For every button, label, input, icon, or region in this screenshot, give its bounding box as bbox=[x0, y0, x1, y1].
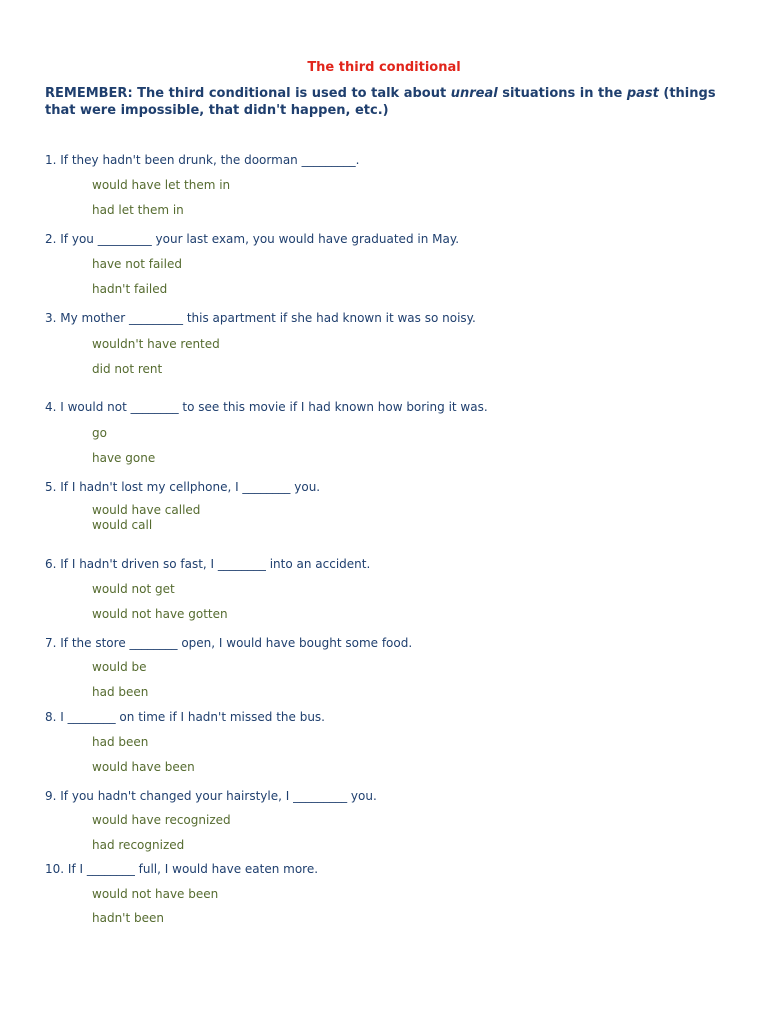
question-5: 5. If I hadn't lost my cellphone, I ________ you. bbox=[45, 480, 321, 494]
question-9: 9. If you hadn't changed your hairstyle, I _________ you. bbox=[45, 789, 377, 803]
question-1-option-b[interactable]: had let them in bbox=[92, 203, 184, 217]
question-2-option-b[interactable]: hadn't failed bbox=[92, 282, 168, 296]
remember-note bbox=[45, 85, 745, 119]
question-4: 4. I would not ________ to see this movie if I had known how boring it was. bbox=[45, 400, 488, 414]
question-9-option-a[interactable]: would have recognized bbox=[92, 813, 231, 827]
question-4-option-a[interactable]: go bbox=[92, 426, 107, 440]
question-10-option-b[interactable]: hadn't been bbox=[92, 911, 164, 925]
question-5-option-b[interactable]: would call bbox=[92, 518, 153, 532]
question-3-option-b[interactable]: did not rent bbox=[92, 362, 163, 376]
remember-text-3: (things that were impossible, that didn't happen, etc.) bbox=[45, 86, 716, 118]
question-10: 10. If I ________ full, I would have eaten more. bbox=[45, 862, 319, 876]
remember-italic-past: past bbox=[626, 86, 659, 101]
remember-italic-unreal: unreal bbox=[450, 86, 498, 101]
question-1: 1. If they hadn't been drunk, the doorman _________. bbox=[45, 153, 360, 167]
question-3: 3. My mother _________ this apartment if she had known it was so noisy. bbox=[45, 311, 476, 325]
question-8-option-b[interactable]: would have been bbox=[92, 760, 195, 774]
question-6-option-b[interactable]: would not have gotten bbox=[92, 607, 228, 621]
question-6-option-a[interactable]: would not get bbox=[92, 582, 175, 596]
question-10-option-a[interactable]: would not have been bbox=[92, 887, 219, 901]
question-8: 8. I ________ on time if I hadn't missed the bus. bbox=[45, 710, 325, 724]
remember-text-2: situations in the bbox=[497, 86, 627, 101]
question-6: 6. If I hadn't driven so fast, I ________ into an accident. bbox=[45, 557, 371, 571]
question-2: 2. If you _________ your last exam, you would have graduated in May. bbox=[45, 232, 460, 246]
question-3-option-a[interactable]: wouldn't have rented bbox=[92, 337, 220, 351]
remember-label: REMEMBER: bbox=[45, 86, 133, 101]
question-2-option-a[interactable]: have not failed bbox=[92, 257, 182, 271]
question-5-option-a[interactable]: would have called bbox=[92, 503, 201, 517]
question-9-option-b[interactable]: had recognized bbox=[92, 838, 185, 852]
question-4-option-b[interactable]: have gone bbox=[92, 451, 156, 465]
question-7-option-a[interactable]: would be bbox=[92, 660, 147, 674]
question-1-option-a[interactable]: would have let them in bbox=[92, 178, 231, 192]
question-8-option-a[interactable]: had been bbox=[92, 735, 149, 749]
page-title: The third conditional bbox=[307, 60, 461, 75]
question-7: 7. If the store ________ open, I would have bought some food. bbox=[45, 636, 413, 650]
remember-text-1: The third conditional is used to talk about bbox=[132, 86, 451, 101]
question-7-option-b[interactable]: had been bbox=[92, 685, 149, 699]
